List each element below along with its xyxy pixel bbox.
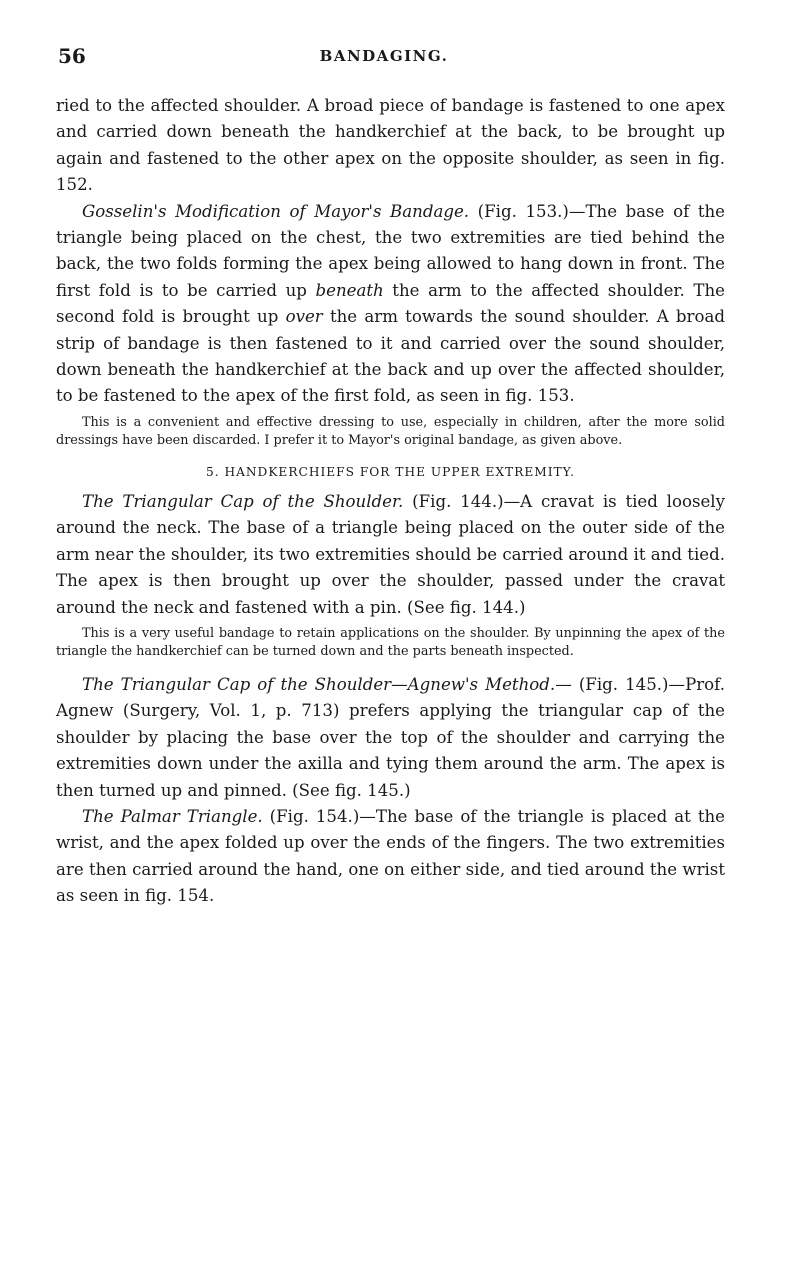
- paragraph-triangular-cap: The Triangular Cap of the Shoulder. (Fig. 144.)—A cravat is tied loosely around the neck. The base of a triangle being placed on the outer side of the arm near the shoulder, its two extremities should be carried around it and tied. The apex is then brought up over the shoulder, passed under the cravat around the neck and fastened with a pin. (See fig. 144.): [56, 491, 725, 617]
- page-body: [56, 93, 725, 910]
- note-gosselin: This is a convenient and effective dressing to use, especially in children, after the more solid dressings have been discarded. I prefer it to Mayor's original bandage, as given above.: [56, 414, 725, 449]
- running-head: BANDAGING.: [319, 47, 449, 65]
- paragraph-gosselin: Gosselin's Modification of Mayor's Bandage. (Fig. 153.)—The base of the triangle being placed on the chest, the two extremities are tied behind the back, the two folds forming the apex being allowed to hang down in front. The first fold is to be carried up beneath the arm to the affected shoulder. The second fold is brought up over the arm towards the sound shoulder. A broad strip of bandage is then fastened to it and carried over the sound shoulder, down beneath the handkerchief at the back and up over the affected shoulder, to be fastened to the apex of the first fold, as seen in fig. 153.: [56, 201, 725, 406]
- note-triangular-cap: This is a very useful bandage to retain applications on the shoulder. By unpinning the apex of the triangle the handkerchief can be turned down and the parts beneath inspected.: [56, 625, 725, 660]
- paragraph-agnew: The Triangular Cap of the Shoulder—Agnew's Method.— (Fig. 145.)—Prof. Agnew (Surgery, Vol. 1, p. 713) prefers applying the triangular cap of the shoulder by placing the base over the top of the shoulder and carrying the extremities down under the axilla and tying them around the arm. The apex is then turned up and pinned. (See fig. 145.): [56, 674, 725, 800]
- section-heading: 5. HANDKERCHIEFS FOR THE UPPER EXTREMITY.: [205, 464, 576, 479]
- heading-triangular-cap: The Triangular Cap of the Shoulder.: [82, 491, 404, 511]
- paragraph-continuation: ried to the affected shoulder. A broad piece of bandage is fastened to one apex and carried down beneath the handkerchief at the back, to be brought up again and fastened to the other apex on the opposite shoulder, as seen in fig. 152.: [56, 96, 725, 195]
- heading-palmar: The Palmar Triangle.: [82, 806, 263, 826]
- page-number: 56: [58, 44, 86, 68]
- heading-gosselin: Gosselin's Modification of Mayor's Bandage.: [82, 201, 470, 221]
- heading-agnew: The Triangular Cap of the Shoulder—Agnew's Method.: [82, 674, 556, 694]
- paragraph-palmar: The Palmar Triangle. (Fig. 154.)—The base of the triangle is placed at the wrist, and the apex folded up over the ends of the fingers. The two extremities are then carried around the hand, one on either side, and tied around the wrist as seen in fig. 154.: [56, 806, 725, 906]
- page-header: [58, 44, 710, 70]
